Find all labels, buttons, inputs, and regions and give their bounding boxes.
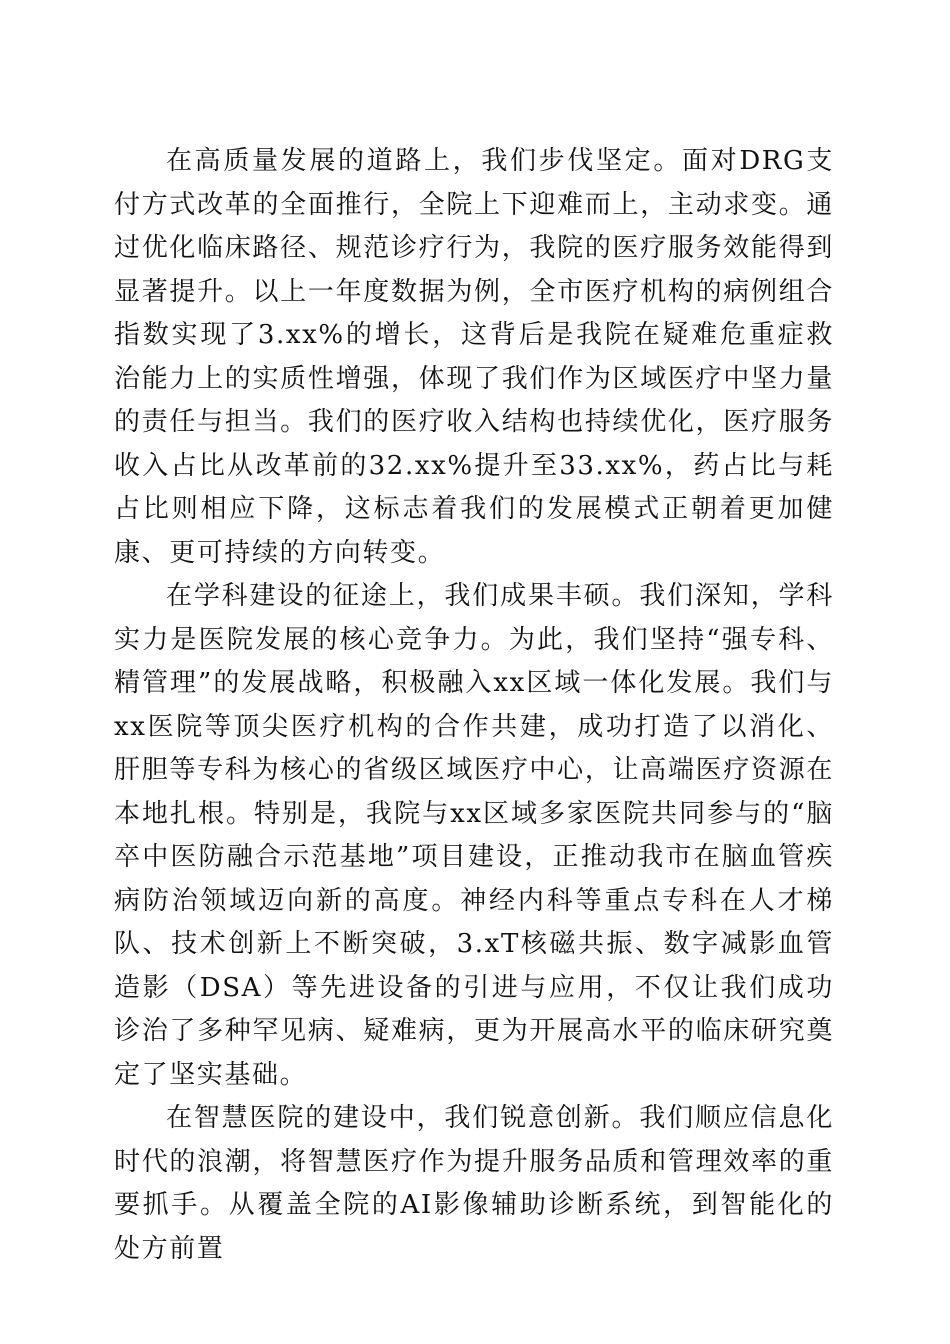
document-body bbox=[114, 140, 834, 1271]
paragraph-smart-hospital: 在智慧医院的建设中，我们锐意创新。我们顺应信息化时代的浪潮，将智慧医疗作为提升服务品质和管理效率的重要抓手。从覆盖全院的AI影像辅助诊断系统，到智能化的处方前置 bbox=[114, 1103, 834, 1264]
paragraph-discipline-building: 在学科建设的征途上，我们成果丰硕。我们深知，学科实力是医院发展的核心竞争力。为此，我们坚持“强专科、精管理”的发展战略，积极融入xx区域一体化发展。我们与xx医院等顶尖医疗机构的合作共建，成功打造了以消化、肝胆等专科为核心的省级区域医疗中心，让高端医疗资源在本地扎根。特别是，我院与xx区域多家医院共同参与的“脑卒中医防融合示范基地”项目建设，正推动我市在脑血管疾病防治领域迈向新的高度。神经内科等重点专科在人才梯队、技术创新上不断突破，3.xT核磁共振、数字减影血管造影（DSA）等先进设备的引进与应用，不仅让我们成功诊治了多种罕见病、疑难病，更为开展高水平的临床研究奠定了坚实基础。 bbox=[114, 581, 834, 1090]
paragraph-drg-reform: 在高质量发展的道路上，我们步伐坚定。面对DRG支付方式改革的全面推行，全院上下迎难而上，主动求变。通过优化临床路径、规范诊疗行为，我院的医疗服务效能得到显著提升。以上一年度数据为例，全市医疗机构的病例组合指数实现了3.xx%的增长，这背后是我院在疑难危重症救治能力上的实质性增强，体现了我们作为区域医疗中坚力量的责任与担当。我们的医疗收入结构也持续优化，医疗服务收入占比从改革前的32.xx%提升至33.xx%，药占比与耗占比则相应下降，这标志着我们的发展模式正朝着更加健康、更可持续的方向转变。 bbox=[114, 146, 834, 568]
